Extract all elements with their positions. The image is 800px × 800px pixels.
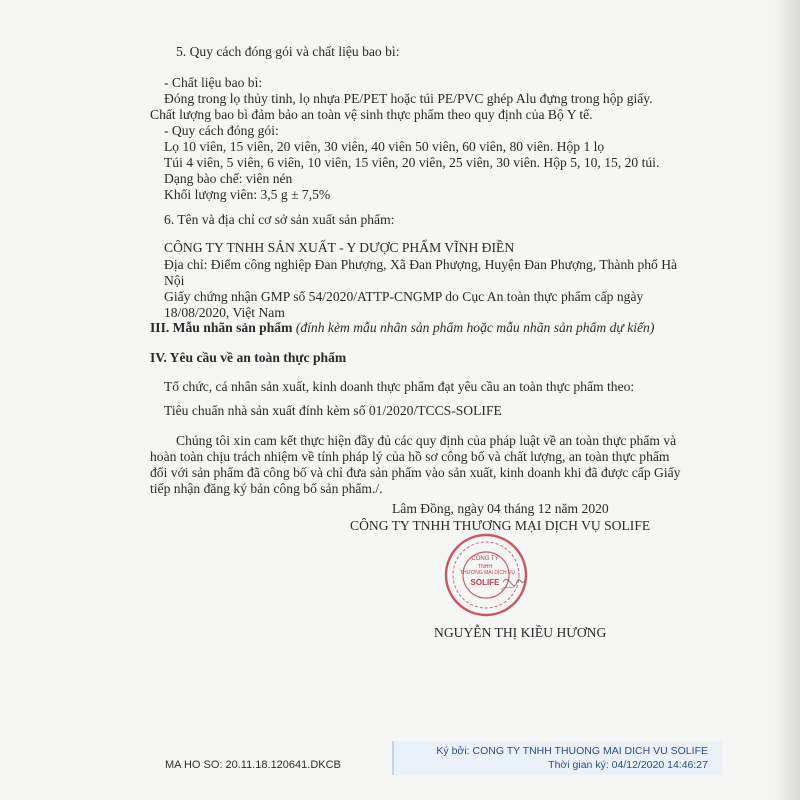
commitment-text: Chúng tôi xin cam kết thực hiện đầy đủ các quy định của pháp luật về an toàn thực phẩm và — [176, 433, 677, 448]
page-edge-shadow — [774, 0, 800, 800]
stamp-text: TNHH — [478, 564, 492, 570]
gmp-certificate: 18/08/2020, Việt Nam — [164, 305, 285, 320]
section4-standard: Tiêu chuẩn nhà sản xuất đính kèm số 01/2020/TCCS-SOLIFE — [164, 403, 502, 418]
section4-heading: IV. Yêu cầu về an toàn thực phẩm — [150, 350, 347, 365]
stamp-text: SOLIFE — [470, 578, 500, 587]
stamp-text: CÔNG TY — [471, 556, 499, 562]
material-text: Chất lượng bao bì đảm bảo an toàn vệ sinh thực phẩm theo quy định của Bộ Y tế. — [150, 107, 593, 122]
material-text: Đóng trong lọ thủy tinh, lọ nhựa PE/PET hoặc túi PE/PVC ghép Alu đựng trong hộp giấy. — [164, 91, 653, 106]
commitment-text: hoàn toàn chịu trách nhiệm về tính pháp lý của hồ sơ công bố và chất lượng, an toàn thực phẩm — [150, 449, 670, 464]
manufacturer-address: Nội — [164, 273, 185, 288]
section4-intro: Tổ chức, cá nhân sản xuất, kinh doanh thực phẩm đạt yêu cầu an toàn thực phẩm theo: — [164, 379, 635, 394]
section5-heading: 5. Quy cách đóng gói và chất liệu bao bì: — [176, 44, 400, 59]
signed-time: Thời gian ký: 04/12/2020 14:46:27 — [548, 759, 708, 771]
tablet-weight: Khối lượng viên: 3,5 g ± 7,5% — [164, 187, 331, 202]
record-code: MA HO SO: 20.11.18.120641.DKCB — [165, 759, 341, 771]
digital-signature-box — [392, 741, 722, 775]
section3-line — [150, 320, 654, 336]
packing-text: Lọ 10 viên, 15 viên, 20 viên, 30 viên, 40 viên 50 viên, 60 viên, 80 viên. Hộp 1 lọ — [164, 139, 605, 154]
signing-company: CÔNG TY TNHH THƯƠNG MẠI DỊCH VỤ SOLIFE — [350, 518, 651, 533]
signed-by: Ký bởi: CONG TY TNHH THUONG MAI DICH VU SOLIFE — [436, 745, 708, 757]
dosage-form: Dạng bào chế: viên nén — [164, 171, 293, 186]
packing-label: - Quy cách đóng gói: — [164, 123, 279, 138]
section3-heading: III. Mẫu nhãn sản phẩm — [150, 320, 293, 335]
stamp-text: THƯƠNG MẠI DỊCH VỤ — [460, 570, 515, 576]
section6-heading: 6. Tên và địa chỉ cơ sở sản xuất sản phẩm: — [164, 212, 395, 227]
place-date: Lâm Đồng, ngày 04 tháng 12 năm 2020 — [392, 501, 609, 516]
commitment-text: tiếp nhận đăng ký bản công bố sản phẩm./. — [150, 481, 383, 496]
commitment-text: đối với sản phẩm đã công bố và chỉ đưa sản phẩm vào sản xuất, kinh doanh khi đã được cấp Giấy — [150, 465, 681, 480]
manufacturer-address: Địa chỉ: Điểm công nghiệp Đan Phượng, Xã Đan Phượng, Huyện Đan Phượng, Thành phố Hà — [164, 257, 678, 272]
packing-text: Túi 4 viên, 5 viên, 6 viên, 10 viên, 15 viên, 20 viên, 25 viên, 30 viên. Hộp 5, 10, 15, 20 túi. — [164, 155, 660, 170]
section3-note: (đính kèm mẫu nhãn sản phẩm hoặc mẫu nhãn sản phẩm dự kiến) — [295, 320, 655, 335]
gmp-certificate: Giấy chứng nhận GMP số 54/2020/ATTP-CNGMP do Cục An toàn thực phẩm cấp ngày — [164, 289, 644, 304]
manufacturer-name: CÔNG TY TNHH SẢN XUẤT - Y DƯỢC PHẨM VĨNH ĐIỀN — [164, 240, 515, 255]
material-label: - Chất liệu bao bì: — [164, 75, 263, 90]
signer-name: NGUYỄN THỊ KIỀU HƯƠNG — [434, 625, 607, 640]
